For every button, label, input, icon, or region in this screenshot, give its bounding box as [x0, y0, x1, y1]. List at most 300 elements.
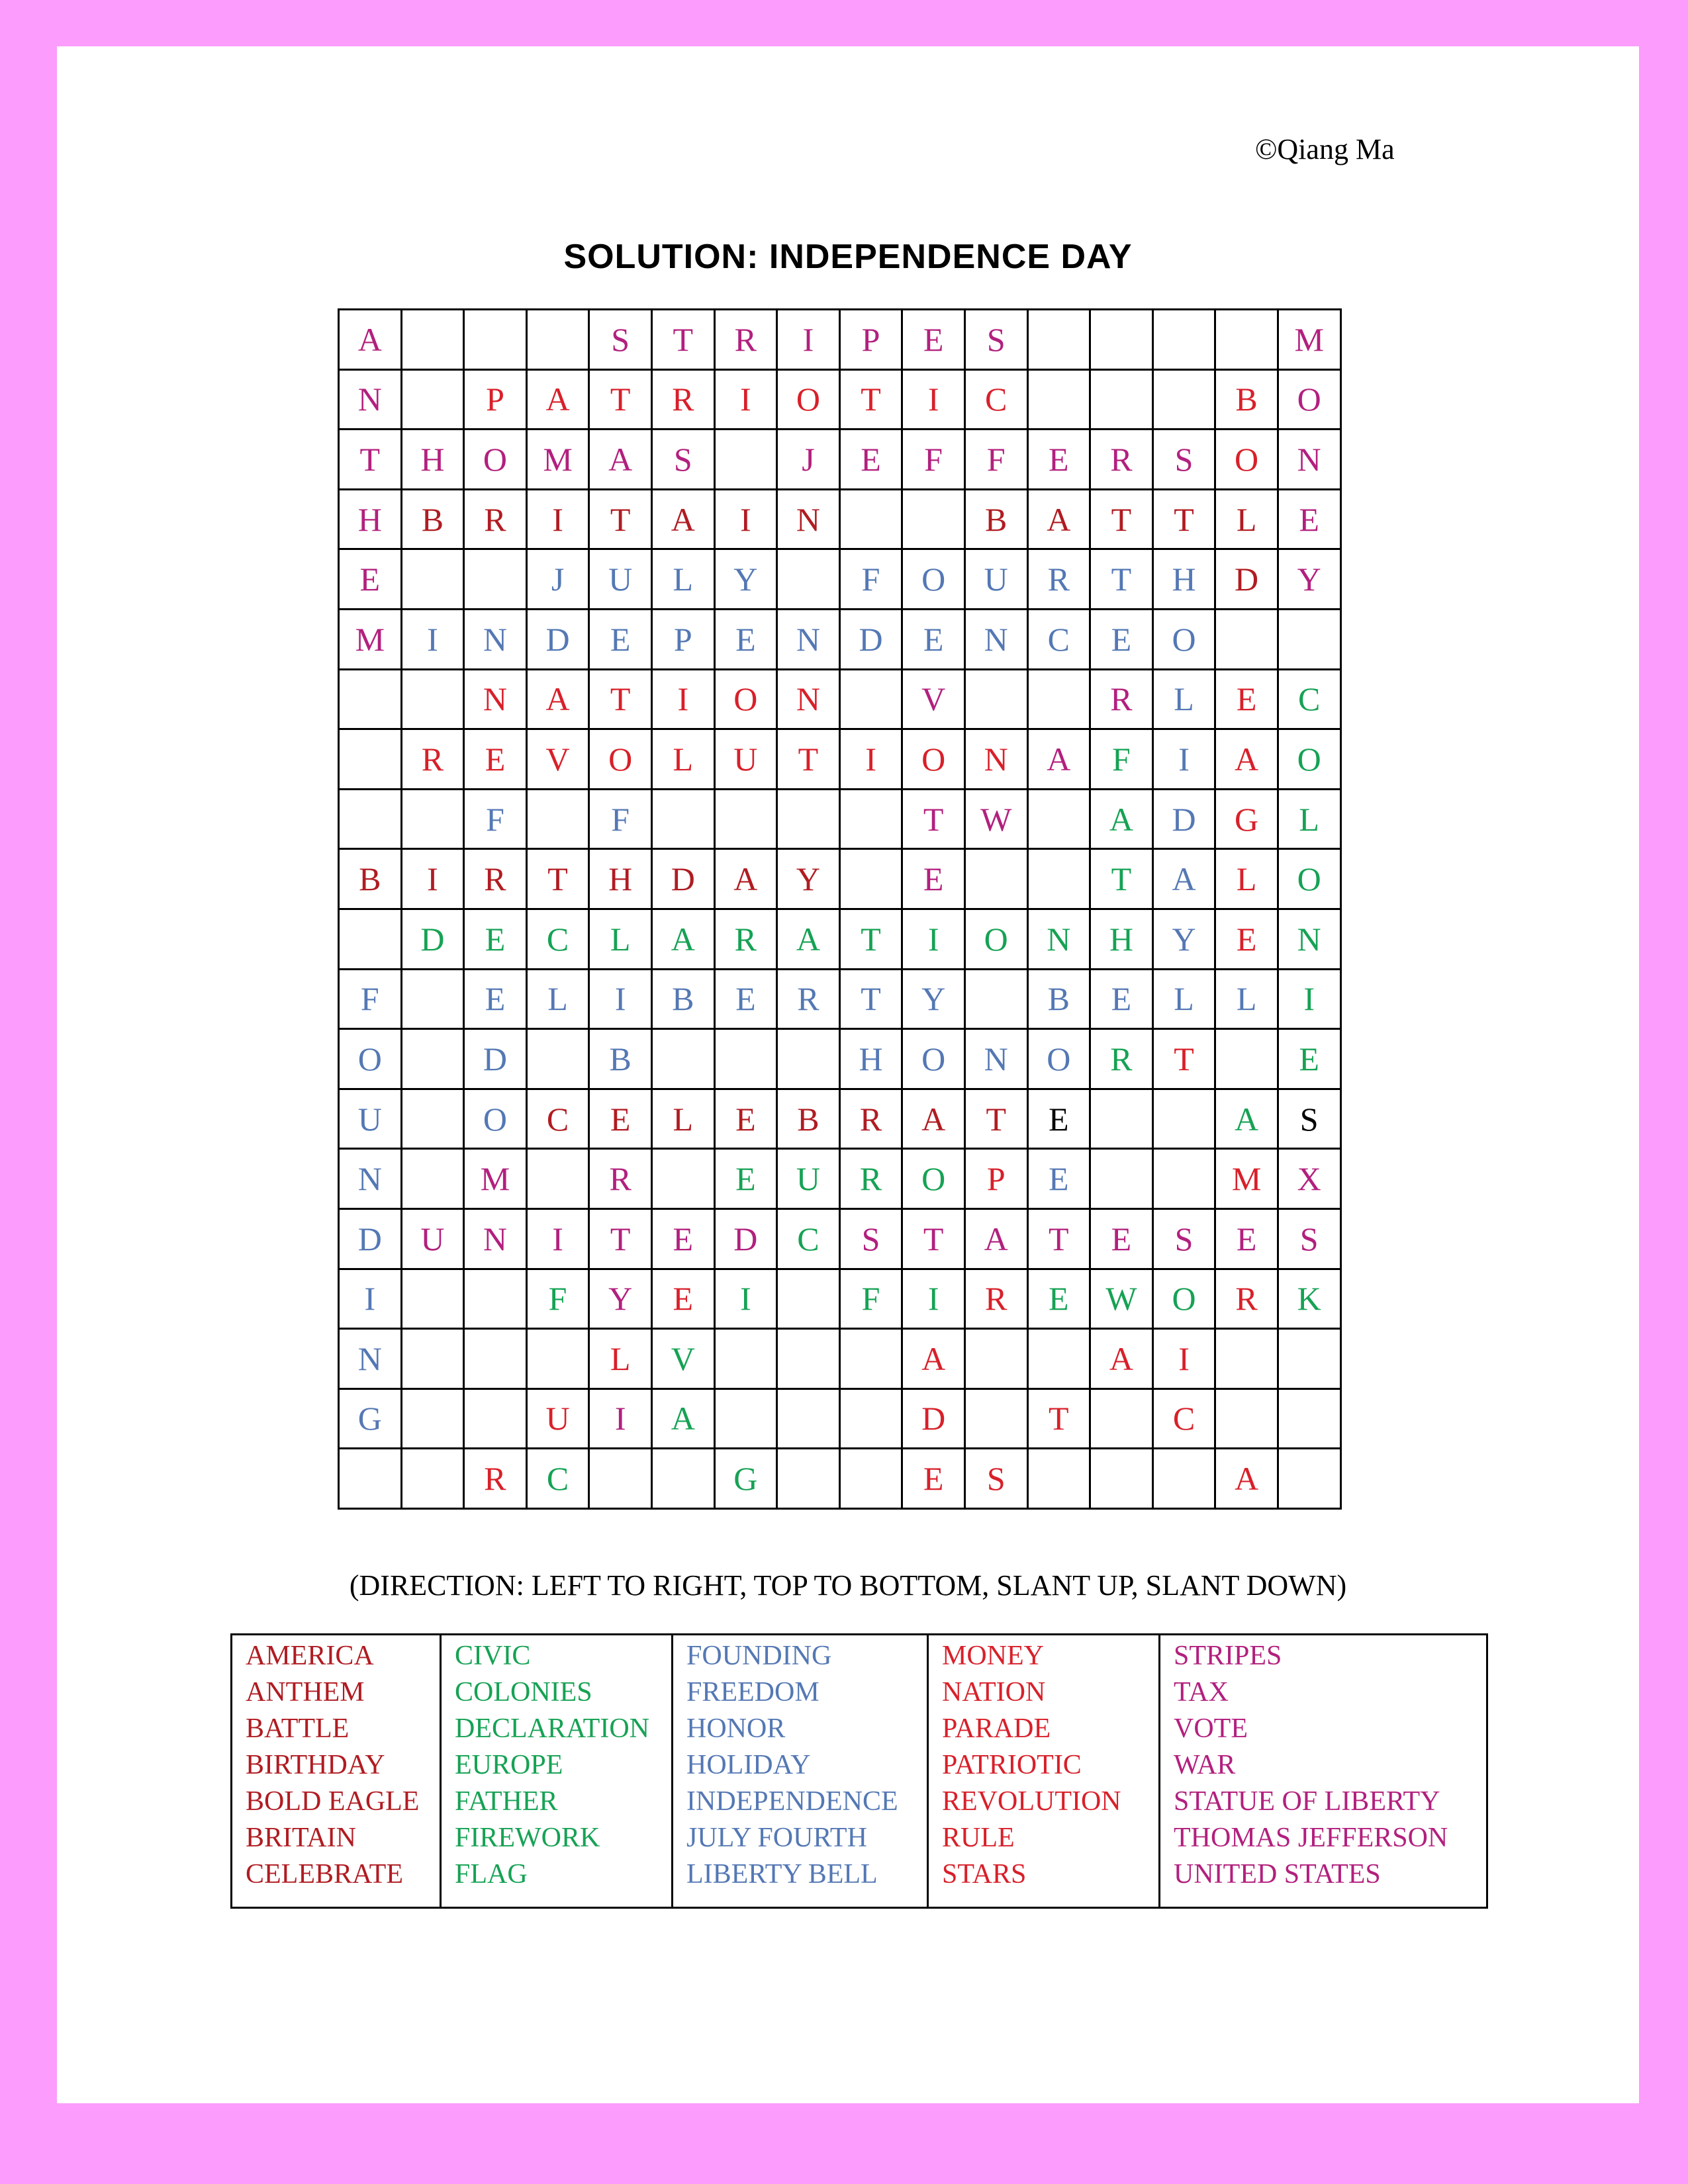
grid-cell: L [651, 729, 714, 790]
grid-cell: L [1278, 789, 1340, 849]
grid-cell: E [714, 609, 777, 669]
grid-cell: I [401, 609, 464, 669]
grid-cell: I [777, 310, 840, 370]
grid-row [339, 729, 1341, 790]
grid-cell: O [339, 1029, 402, 1089]
word-item: CIVIC [455, 1641, 531, 1671]
word-item: PARADE [942, 1713, 1051, 1744]
grid-cell [651, 1029, 714, 1089]
grid-cell [464, 1269, 527, 1329]
grid-cell: H [1152, 549, 1215, 610]
grid-cell: A [1027, 729, 1090, 790]
grid-cell: T [964, 1089, 1027, 1149]
grid-row [339, 549, 1341, 610]
grid-cell: E [1027, 1089, 1090, 1149]
grid-cell: C [964, 369, 1027, 430]
grid-cell [714, 1329, 777, 1389]
grid-cell [651, 789, 714, 849]
grid-cell: N [777, 669, 840, 729]
grid-cell: I [902, 909, 965, 969]
grid-cell [401, 669, 464, 729]
grid-cell: R [839, 1149, 902, 1209]
grid-cell: S [964, 310, 1027, 370]
grid-row [339, 969, 1341, 1029]
grid-cell: O [1152, 609, 1215, 669]
grid-cell: E [589, 609, 652, 669]
grid-cell: F [526, 1269, 589, 1329]
grid-cell [1278, 1388, 1340, 1449]
grid-cell: A [714, 849, 777, 909]
grid-cell: A [902, 1329, 965, 1389]
grid-cell: H [589, 849, 652, 909]
grid-cell: T [1027, 1208, 1090, 1269]
page-title: SOLUTION: INDEPENDENCE DAY [563, 238, 1133, 276]
grid-cell: M [1215, 1149, 1278, 1209]
grid-cell [526, 1149, 589, 1209]
grid-cell: E [902, 1449, 965, 1509]
grid-cell: E [902, 849, 965, 909]
grid-row [339, 1208, 1341, 1269]
word-item: COLONIES [455, 1677, 592, 1707]
grid-cell: T [1152, 489, 1215, 549]
grid-cell: D [839, 609, 902, 669]
grid-cell: I [902, 369, 965, 430]
grid-cell: E [902, 310, 965, 370]
grid-cell: I [714, 369, 777, 430]
word-column [673, 1635, 929, 1907]
grid-cell: S [1152, 430, 1215, 490]
grid-cell: H [839, 1029, 902, 1089]
grid-cell: R [651, 369, 714, 430]
grid-cell: S [839, 1208, 902, 1269]
grid-row [339, 1029, 1341, 1089]
grid-cell: E [339, 549, 402, 610]
grid-cell: E [714, 1089, 777, 1149]
grid-cell [401, 310, 464, 370]
grid-cell: L [589, 1329, 652, 1389]
grid-cell [401, 549, 464, 610]
grid-cell [777, 1388, 840, 1449]
grid-cell: O [902, 1029, 965, 1089]
word-item: CELEBRATE [246, 1859, 403, 1889]
grid-cell: L [589, 909, 652, 969]
grid-cell: A [964, 1208, 1027, 1269]
grid-cell [1027, 789, 1090, 849]
grid-cell: L [1215, 849, 1278, 909]
grid-cell: E [1278, 1029, 1340, 1089]
grid-cell: N [339, 1329, 402, 1389]
grid-cell: N [964, 609, 1027, 669]
word-item: STARS [942, 1859, 1027, 1889]
grid-row [339, 1329, 1341, 1389]
grid-cell [339, 729, 402, 790]
copyright-notice: ©Qiang Ma [1255, 133, 1395, 165]
grid-cell: D [526, 609, 589, 669]
grid-cell [1027, 369, 1090, 430]
grid-cell: S [1278, 1089, 1340, 1149]
grid-cell: E [902, 609, 965, 669]
grid-cell: I [1278, 969, 1340, 1029]
grid-cell: L [651, 549, 714, 610]
grid-cell: B [1027, 969, 1090, 1029]
grid-cell: O [464, 1089, 527, 1149]
grid-cell: E [464, 729, 527, 790]
grid-cell: S [589, 310, 652, 370]
grid-cell: E [1215, 669, 1278, 729]
grid-cell: N [777, 609, 840, 669]
word-item: HONOR [686, 1713, 786, 1744]
grid-row [339, 849, 1341, 909]
grid-cell: A [526, 669, 589, 729]
grid-cell [1278, 609, 1340, 669]
grid-cell [839, 789, 902, 849]
grid-cell: E [651, 1269, 714, 1329]
word-item: ANTHEM [246, 1677, 365, 1707]
grid-cell: A [651, 1388, 714, 1449]
grid-cell: L [1152, 969, 1215, 1029]
grid-cell [777, 1269, 840, 1329]
grid-cell: O [777, 369, 840, 430]
grid-cell: N [339, 1149, 402, 1209]
grid-cell: B [964, 489, 1027, 549]
grid-cell: R [1215, 1269, 1278, 1329]
grid-cell [1027, 849, 1090, 909]
grid-row [339, 789, 1341, 849]
grid-cell: T [589, 489, 652, 549]
grid-cell: T [1090, 549, 1153, 610]
grid-cell: Y [777, 849, 840, 909]
grid-cell: B [651, 969, 714, 1029]
grid-cell: I [401, 849, 464, 909]
grid-cell: I [714, 489, 777, 549]
grid-cell: B [1215, 369, 1278, 430]
grid-cell: E [1090, 1208, 1153, 1269]
grid-cell: U [526, 1388, 589, 1449]
grid-cell [401, 1388, 464, 1449]
word-item: JULY FOURTH [686, 1823, 867, 1853]
grid-cell [401, 969, 464, 1029]
word-item: VOTE [1174, 1713, 1248, 1744]
grid-cell [651, 1449, 714, 1509]
grid-cell: R [714, 909, 777, 969]
grid-cell: E [1215, 909, 1278, 969]
grid-cell: T [589, 1208, 652, 1269]
grid-cell: K [1278, 1269, 1340, 1329]
grid-cell: U [964, 549, 1027, 610]
grid-cell: I [589, 969, 652, 1029]
word-item: BIRTHDAY [246, 1750, 385, 1780]
grid-cell: L [1152, 669, 1215, 729]
grid-cell: N [464, 609, 527, 669]
grid-cell [401, 369, 464, 430]
grid-cell [1090, 1449, 1153, 1509]
grid-cell: E [651, 1208, 714, 1269]
grid-cell: D [902, 1388, 965, 1449]
grid-cell: N [964, 729, 1027, 790]
grid-cell: M [464, 1149, 527, 1209]
grid-cell: I [1152, 729, 1215, 790]
word-item: NATION [942, 1677, 1046, 1707]
grid-cell: R [1027, 549, 1090, 610]
grid-cell: N [1027, 909, 1090, 969]
grid-cell: L [651, 1089, 714, 1149]
grid-cell [1278, 1449, 1340, 1509]
grid-cell: E [714, 969, 777, 1029]
grid-cell [1090, 1388, 1153, 1449]
grid-cell [902, 489, 965, 549]
grid-cell [1215, 1388, 1278, 1449]
grid-row [339, 669, 1341, 729]
grid-cell: P [964, 1149, 1027, 1209]
grid-cell [777, 789, 840, 849]
grid-cell: H [1090, 909, 1153, 969]
grid-cell [464, 310, 527, 370]
grid-cell: W [1090, 1269, 1153, 1329]
grid-cell: L [1215, 969, 1278, 1029]
word-item: BATTLE [246, 1713, 350, 1744]
grid-cell: G [339, 1388, 402, 1449]
grid-cell: D [464, 1029, 527, 1089]
grid-cell: T [839, 909, 902, 969]
grid-cell: E [1278, 489, 1340, 549]
grid-cell: C [1278, 669, 1340, 729]
grid-cell: S [1152, 1208, 1215, 1269]
word-item: STRIPES [1174, 1641, 1282, 1671]
grid-cell: Y [1278, 549, 1340, 610]
word-column [1160, 1635, 1486, 1907]
grid-cell [1278, 1329, 1340, 1389]
grid-cell: Y [589, 1269, 652, 1329]
grid-cell: B [339, 849, 402, 909]
word-item: BOLD EAGLE [246, 1786, 420, 1817]
grid-cell [777, 1329, 840, 1389]
grid-cell: S [1278, 1208, 1340, 1269]
grid-cell [714, 430, 777, 490]
grid-cell [401, 1269, 464, 1329]
grid-cell [1215, 609, 1278, 669]
grid-cell: T [526, 849, 589, 909]
grid-cell: C [526, 909, 589, 969]
grid-cell: U [401, 1208, 464, 1269]
grid-cell [1152, 1149, 1215, 1209]
grid-cell [464, 1388, 527, 1449]
grid-cell: W [964, 789, 1027, 849]
grid-cell: A [1215, 1089, 1278, 1149]
grid-cell: A [777, 909, 840, 969]
grid-cell: S [964, 1449, 1027, 1509]
word-item: RULE [942, 1823, 1015, 1853]
grid-cell [339, 909, 402, 969]
grid-cell [964, 1388, 1027, 1449]
grid-cell: A [1215, 1449, 1278, 1509]
grid-cell [339, 669, 402, 729]
grid-cell: N [964, 1029, 1027, 1089]
grid-cell: L [526, 969, 589, 1029]
grid-cell: H [401, 430, 464, 490]
grid-row [339, 909, 1341, 969]
grid-cell: C [526, 1089, 589, 1149]
grid-cell: E [1090, 609, 1153, 669]
grid-cell [839, 849, 902, 909]
grid-cell: E [1027, 430, 1090, 490]
grid-cell: U [714, 729, 777, 790]
grid-cell: R [714, 310, 777, 370]
word-item: EUROPE [455, 1750, 563, 1780]
grid-cell: B [777, 1089, 840, 1149]
grid-cell: O [714, 669, 777, 729]
grid-cell [339, 1449, 402, 1509]
grid-row [339, 609, 1341, 669]
grid-cell: J [777, 430, 840, 490]
grid-cell: R [839, 1089, 902, 1149]
grid-cell: T [1027, 1388, 1090, 1449]
grid-cell: F [839, 549, 902, 610]
grid-cell: D [651, 849, 714, 909]
grid-cell: R [464, 489, 527, 549]
grid-cell [401, 1449, 464, 1509]
grid-cell: A [1090, 789, 1153, 849]
grid-cell: O [902, 1149, 965, 1209]
grid-cell: C [777, 1208, 840, 1269]
grid-cell: C [1152, 1388, 1215, 1449]
grid-cell: R [401, 729, 464, 790]
grid-cell [1215, 1329, 1278, 1389]
grid-row [339, 369, 1341, 430]
grid-cell: O [464, 430, 527, 490]
word-search-grid [338, 308, 1342, 1510]
grid-cell: B [401, 489, 464, 549]
grid-cell: I [589, 1388, 652, 1449]
grid-cell: A [1152, 849, 1215, 909]
grid-cell [1027, 310, 1090, 370]
word-item: WAR [1174, 1750, 1236, 1780]
grid-cell: F [339, 969, 402, 1029]
word-list [230, 1633, 1488, 1909]
word-item: UNITED STATES [1174, 1859, 1381, 1889]
grid-cell [1090, 369, 1153, 430]
grid-cell: X [1278, 1149, 1340, 1209]
grid-cell: V [526, 729, 589, 790]
grid-cell: E [1215, 1208, 1278, 1269]
grid-cell: F [464, 789, 527, 849]
grid-cell [401, 1029, 464, 1089]
grid-cell: A [589, 430, 652, 490]
grid-cell: E [464, 969, 527, 1029]
grid-cell: T [902, 789, 965, 849]
grid-cell [964, 969, 1027, 1029]
grid-cell: T [339, 430, 402, 490]
grid-cell: C [526, 1449, 589, 1509]
word-item: MONEY [942, 1641, 1044, 1671]
grid-cell: T [589, 369, 652, 430]
grid-cell: I [526, 1208, 589, 1269]
grid-cell [401, 1089, 464, 1149]
word-item: HOLIDAY [686, 1750, 811, 1780]
grid-cell: G [1215, 789, 1278, 849]
word-item: LIBERTY BELL [686, 1859, 878, 1889]
grid-cell: A [1027, 489, 1090, 549]
grid-cell [526, 1329, 589, 1389]
grid-cell: M [339, 609, 402, 669]
grid-cell: R [464, 849, 527, 909]
grid-cell [1090, 1149, 1153, 1209]
grid-cell [526, 1029, 589, 1089]
worksheet-page [57, 46, 1639, 2103]
grid-row [339, 1449, 1341, 1509]
grid-cell: D [1152, 789, 1215, 849]
grid-cell: A [526, 369, 589, 430]
grid-cell: T [1152, 1029, 1215, 1089]
grid-cell: D [401, 909, 464, 969]
grid-cell [526, 310, 589, 370]
grid-cell: E [1090, 969, 1153, 1029]
grid-cell: V [651, 1329, 714, 1389]
word-item: BRITAIN [246, 1823, 356, 1853]
grid-cell [401, 1149, 464, 1209]
word-column [442, 1635, 673, 1907]
grid-cell [964, 1329, 1027, 1389]
grid-cell: O [964, 909, 1027, 969]
grid-cell: P [464, 369, 527, 430]
grid-row [339, 430, 1341, 490]
word-item: REVOLUTION [942, 1786, 1121, 1817]
grid-cell [401, 1329, 464, 1389]
grid-cell: E [589, 1089, 652, 1149]
grid-cell: E [714, 1149, 777, 1209]
grid-cell: M [1278, 310, 1340, 370]
grid-cell: R [1090, 430, 1153, 490]
grid-cell: V [902, 669, 965, 729]
grid-cell: H [339, 489, 402, 549]
grid-cell: O [1278, 849, 1340, 909]
grid-cell: U [589, 549, 652, 610]
grid-cell: A [339, 310, 402, 370]
grid-cell: I [714, 1269, 777, 1329]
grid-cell: F [964, 430, 1027, 490]
grid-cell [839, 1329, 902, 1389]
grid-row [339, 1388, 1341, 1449]
grid-cell [464, 1329, 527, 1389]
grid-cell: R [1090, 1029, 1153, 1089]
grid-cell: T [1090, 489, 1153, 549]
grid-cell: F [902, 430, 965, 490]
grid-cell [1152, 1449, 1215, 1509]
word-item: FIREWORK [455, 1823, 600, 1853]
grid-cell: O [1278, 369, 1340, 430]
word-item: DECLARATION [455, 1713, 649, 1744]
grid-cell: I [839, 729, 902, 790]
grid-cell: D [1215, 549, 1278, 610]
grid-cell: I [339, 1269, 402, 1329]
grid-cell: P [839, 310, 902, 370]
grid-cell [651, 1149, 714, 1209]
grid-cell: D [339, 1208, 402, 1269]
grid-cell: O [902, 549, 965, 610]
grid-cell: R [1090, 669, 1153, 729]
grid-cell: I [651, 669, 714, 729]
word-item: TAX [1174, 1677, 1229, 1707]
grid-cell: A [651, 489, 714, 549]
grid-cell: R [777, 969, 840, 1029]
grid-cell: P [651, 609, 714, 669]
grid-cell [464, 549, 527, 610]
grid-cell [714, 789, 777, 849]
grid-cell [1215, 1029, 1278, 1089]
grid-cell: C [1027, 609, 1090, 669]
word-item: FOUNDING [686, 1641, 832, 1671]
direction-note: (DIRECTION: LEFT TO RIGHT, TOP TO BOTTOM, SLANT UP, SLANT DOWN) [349, 1569, 1347, 1602]
grid-cell [1090, 310, 1153, 370]
